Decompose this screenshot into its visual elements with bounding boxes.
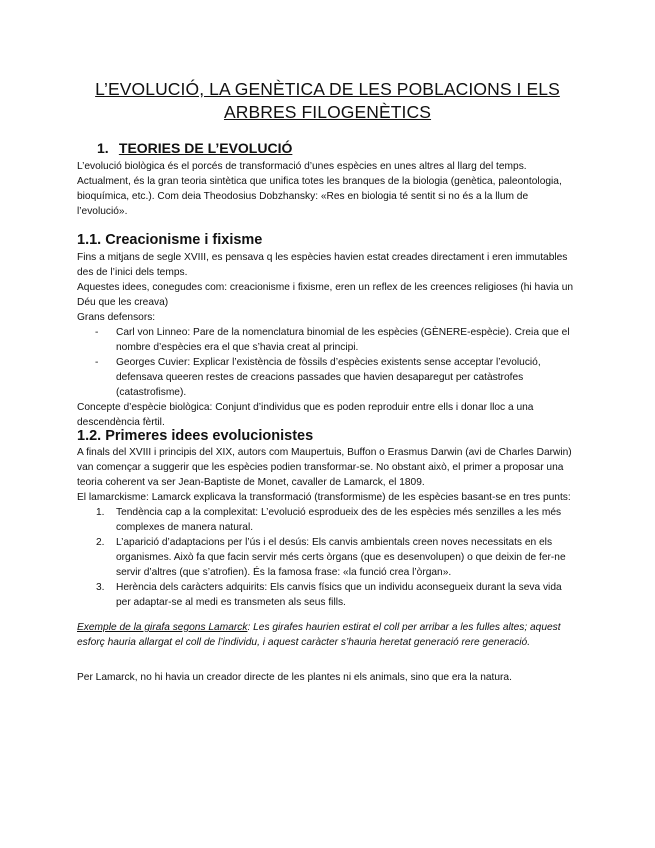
section-1-paragraph: L’evolució biològica és el porcés de transformació d’unes espècies en unes altres al llarg del temps. Actualment, és la gran teoria sintètica que unifica totes les branques de la biologia (genètica, paleontologia, bioquímica, etc.). Com deia Theodosius Dobzhansky: «Res en biologia té sentit si no és a la llum de l’evolució».	[77, 161, 562, 217]
early-evolutionists-paragraph: A finals del XVIII i principis del XIX, autors com Maupertuis, Buffon o Erasmus Darwin (avi de Charles Darwin) van començar a suggerir que les espècies podien transformar-se. No obstant això, el primer a proposar una teoria coherent va ser Jean-Baptiste de Monet, cavaller de Lamarck, el 1809.	[77, 447, 572, 488]
point-number: 3.	[96, 582, 105, 593]
section-1-1-heading: 1.1. Creacionisme i fixisme	[77, 232, 263, 248]
lamarck-points-list	[77, 505, 577, 610]
creationism-paragraph: Fins a mitjans de segle XVIII, es pensava q les espècies havien estat creades directament i eren immutables des de l’inici dels temps.	[77, 252, 568, 278]
giraffe-example-text: : Les girafes haurien estirat el coll per arribar a les fulles altes; aquest esforç hauria allargat el coll de l’individu, i aquest caràcter s’hauria heretat generació rere generació.	[77, 622, 561, 648]
list-item	[77, 580, 577, 610]
section-1-title: TEORIES DE L’EVOLUCIÓ	[118, 140, 293, 156]
defenders-label: Grans defensors:	[77, 312, 156, 323]
giraffe-example-paragraph	[77, 620, 577, 650]
document-title: L’EVOLUCIÓ, LA GENÈTICA DE LES POBLACIONS I ELS ARBRES FILOGENÈTICS	[95, 79, 560, 122]
point-number: 1.	[96, 507, 105, 518]
dash-bullet: -	[95, 357, 99, 368]
section-1-2-heading: 1.2. Primeres idees evolucionistes	[77, 428, 314, 444]
closing-paragraph: Per Lamarck, no hi havia un creador directe de les plantes ni els animals, sino que era la natura.	[77, 672, 512, 683]
giraffe-example-lead: Exemple de la girafa segons Lamarck	[77, 622, 248, 633]
section-1-heading	[97, 140, 292, 156]
point-text: L’aparició d’adaptacions per l’ús i el desús: Els canvis ambientals creen noves necessitats en els organismes. Això fa que facin servir més certs òrgans (que es desenvolupen) o que deixin de fer-ne servir d’altres (que s’atrofien). És la famosa frase: «la funció crea l’òrgan».	[116, 537, 566, 578]
list-item	[77, 355, 577, 400]
dash-bullet: -	[95, 327, 99, 338]
point-text: Herència dels caràcters adquirits: Els canvis físics que un individu aconsegueix durant la seva vida per adaptar-se al medi es transmeten als seus fills.	[116, 582, 562, 608]
list-item	[77, 505, 577, 535]
list-item	[77, 535, 577, 580]
defender-cuvier: Georges Cuvier: Explicar l’existència de fòssils d’espècies existents sense acceptar l’evolució, defensava queeren restes de creacions passades que havien desaparegut per catàstrofes (catastrofisme).	[116, 357, 541, 398]
section-1-2-body	[77, 445, 577, 610]
species-concept-paragraph: Concepte d’espècie biològica: Conjunt d’individus que es poden reproduir entre ells i donar lloc a una descendència fèrtil.	[77, 402, 534, 428]
section-1-1-body	[77, 250, 577, 430]
giraffe-example	[77, 620, 577, 650]
point-number: 2.	[96, 537, 105, 548]
closing-block	[77, 670, 577, 685]
defenders-list	[77, 325, 577, 400]
list-item	[77, 325, 577, 355]
section-1-number: 1.	[97, 140, 109, 156]
point-text: Tendència cap a la complexitat: L’evolució esprodueix des de les espècies més senzilles a les més complexes de manera natural.	[116, 507, 562, 533]
fixism-paragraph: Aquestes idees, conegudes com: creacionisme i fixisme, eren un reflex de les creences religioses (hi havia un Déu que les creava)	[77, 282, 574, 308]
defender-linneo: Carl von Linneo: Pare de la nomenclatura binomial de les espècies (GÈNERE-espècie). Creia que el nombre d’espècies era el que s’havia creat al principi.	[116, 327, 570, 353]
lamarckism-paragraph: El lamarckisme: Lamarck explicava la transformació (transformisme) de les espècies basant-se en tres punts:	[77, 492, 571, 503]
section-1-body	[77, 159, 577, 219]
